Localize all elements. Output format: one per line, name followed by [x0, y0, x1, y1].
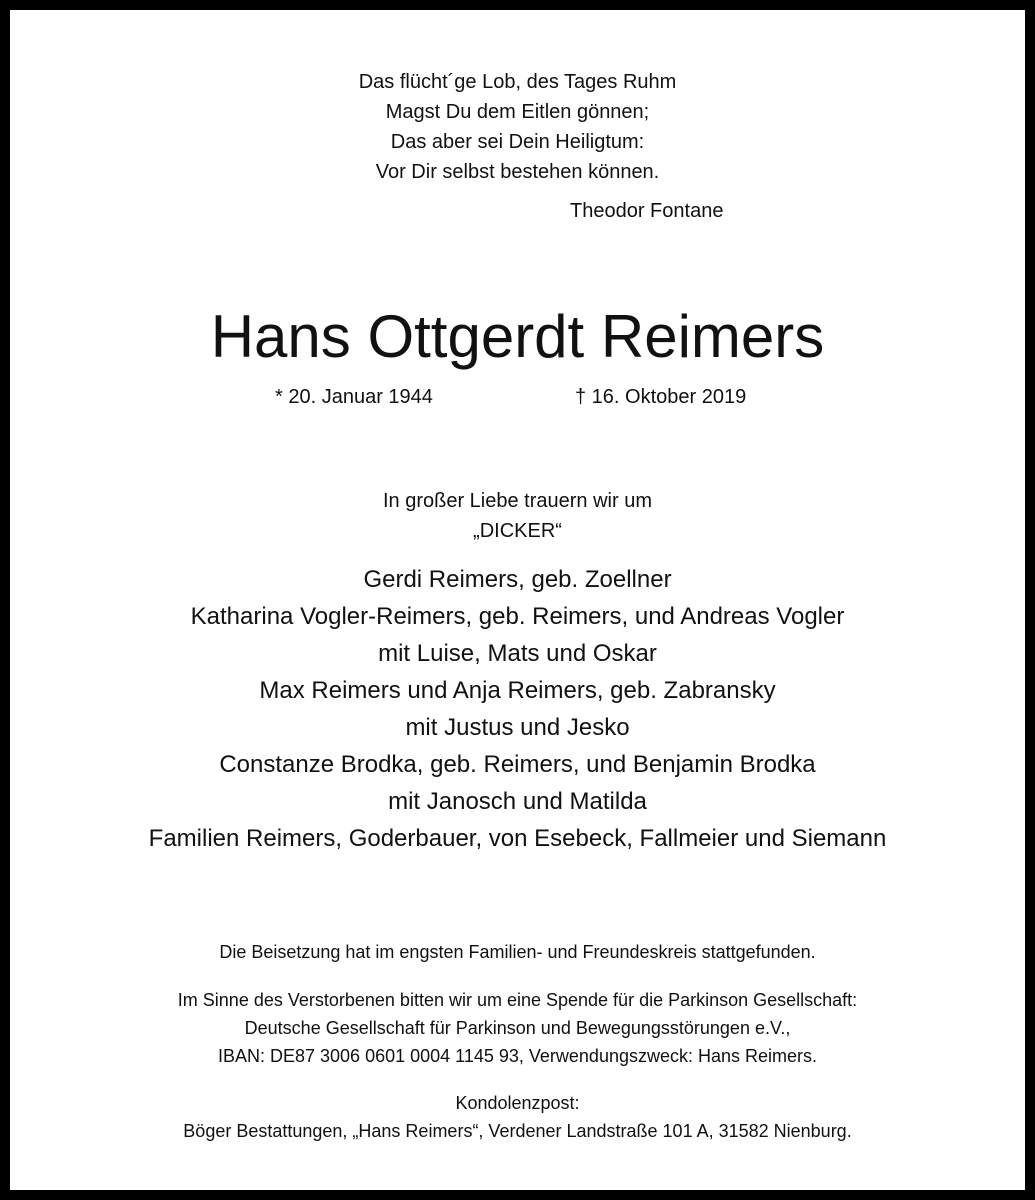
mourner-line: mit Janosch und Matilda [388, 788, 647, 815]
condolence-address: Böger Bestattungen, „Hans Reimers“, Verdener Landstraße 101 A, 31582 Nienburg. [183, 1121, 852, 1141]
condolence-label: Kondolenzpost: [455, 1093, 580, 1113]
burial-notice: Die Beisetzung hat im engsten Familien- und Freundeskreis stattgefunden. [219, 942, 816, 962]
mourner-line: mit Luise, Mats und Oskar [378, 640, 657, 667]
mourner-line: mit Justus und Jesko [405, 714, 630, 741]
nickname: „DICKER“ [473, 520, 562, 542]
poem-author: Theodor Fontane [570, 200, 724, 222]
donation-line: IBAN: DE87 3006 0601 0004 1145 93, Verwendungszweck: Hans Reimers. [217, 1046, 818, 1066]
mourning-intro: In großer Liebe trauern wir um [382, 490, 652, 512]
donation-line: Im Sinne des Verstorbenen bitten wir um eine Spende für die Parkinson Gesellschaft: [177, 990, 858, 1010]
poem-line: Das flücht´ge Lob, des Tages Ruhm [358, 71, 677, 93]
mourner-line: Katharina Vogler-Reimers, geb. Reimers, und Andreas Vogler [190, 603, 845, 630]
poem-line: Magst Du dem Eitlen gönnen; [385, 101, 650, 123]
poem-line: Das aber sei Dein Heiligtum: [390, 131, 645, 153]
death-date: † 16. Oktober 2019 [575, 386, 747, 408]
birth-date: * 20. Januar 1944 [275, 386, 433, 408]
mourner-line: Max Reimers und Anja Reimers, geb. Zabransky [259, 677, 776, 704]
mourner-line: Gerdi Reimers, geb. Zoellner [363, 566, 672, 593]
mourner-line: Constanze Brodka, geb. Reimers, und Benjamin Brodka [219, 751, 816, 778]
deceased-name: Hans Ottgerdt Reimers [210, 303, 825, 370]
poem-line: Vor Dir selbst bestehen können. [375, 161, 660, 183]
donation-line: Deutsche Gesellschaft für Parkinson und Bewegungsstörungen e.V., [244, 1018, 791, 1038]
mourner-line: Familien Reimers, Goderbauer, von Esebeck, Fallmeier und Siemann [148, 825, 887, 852]
